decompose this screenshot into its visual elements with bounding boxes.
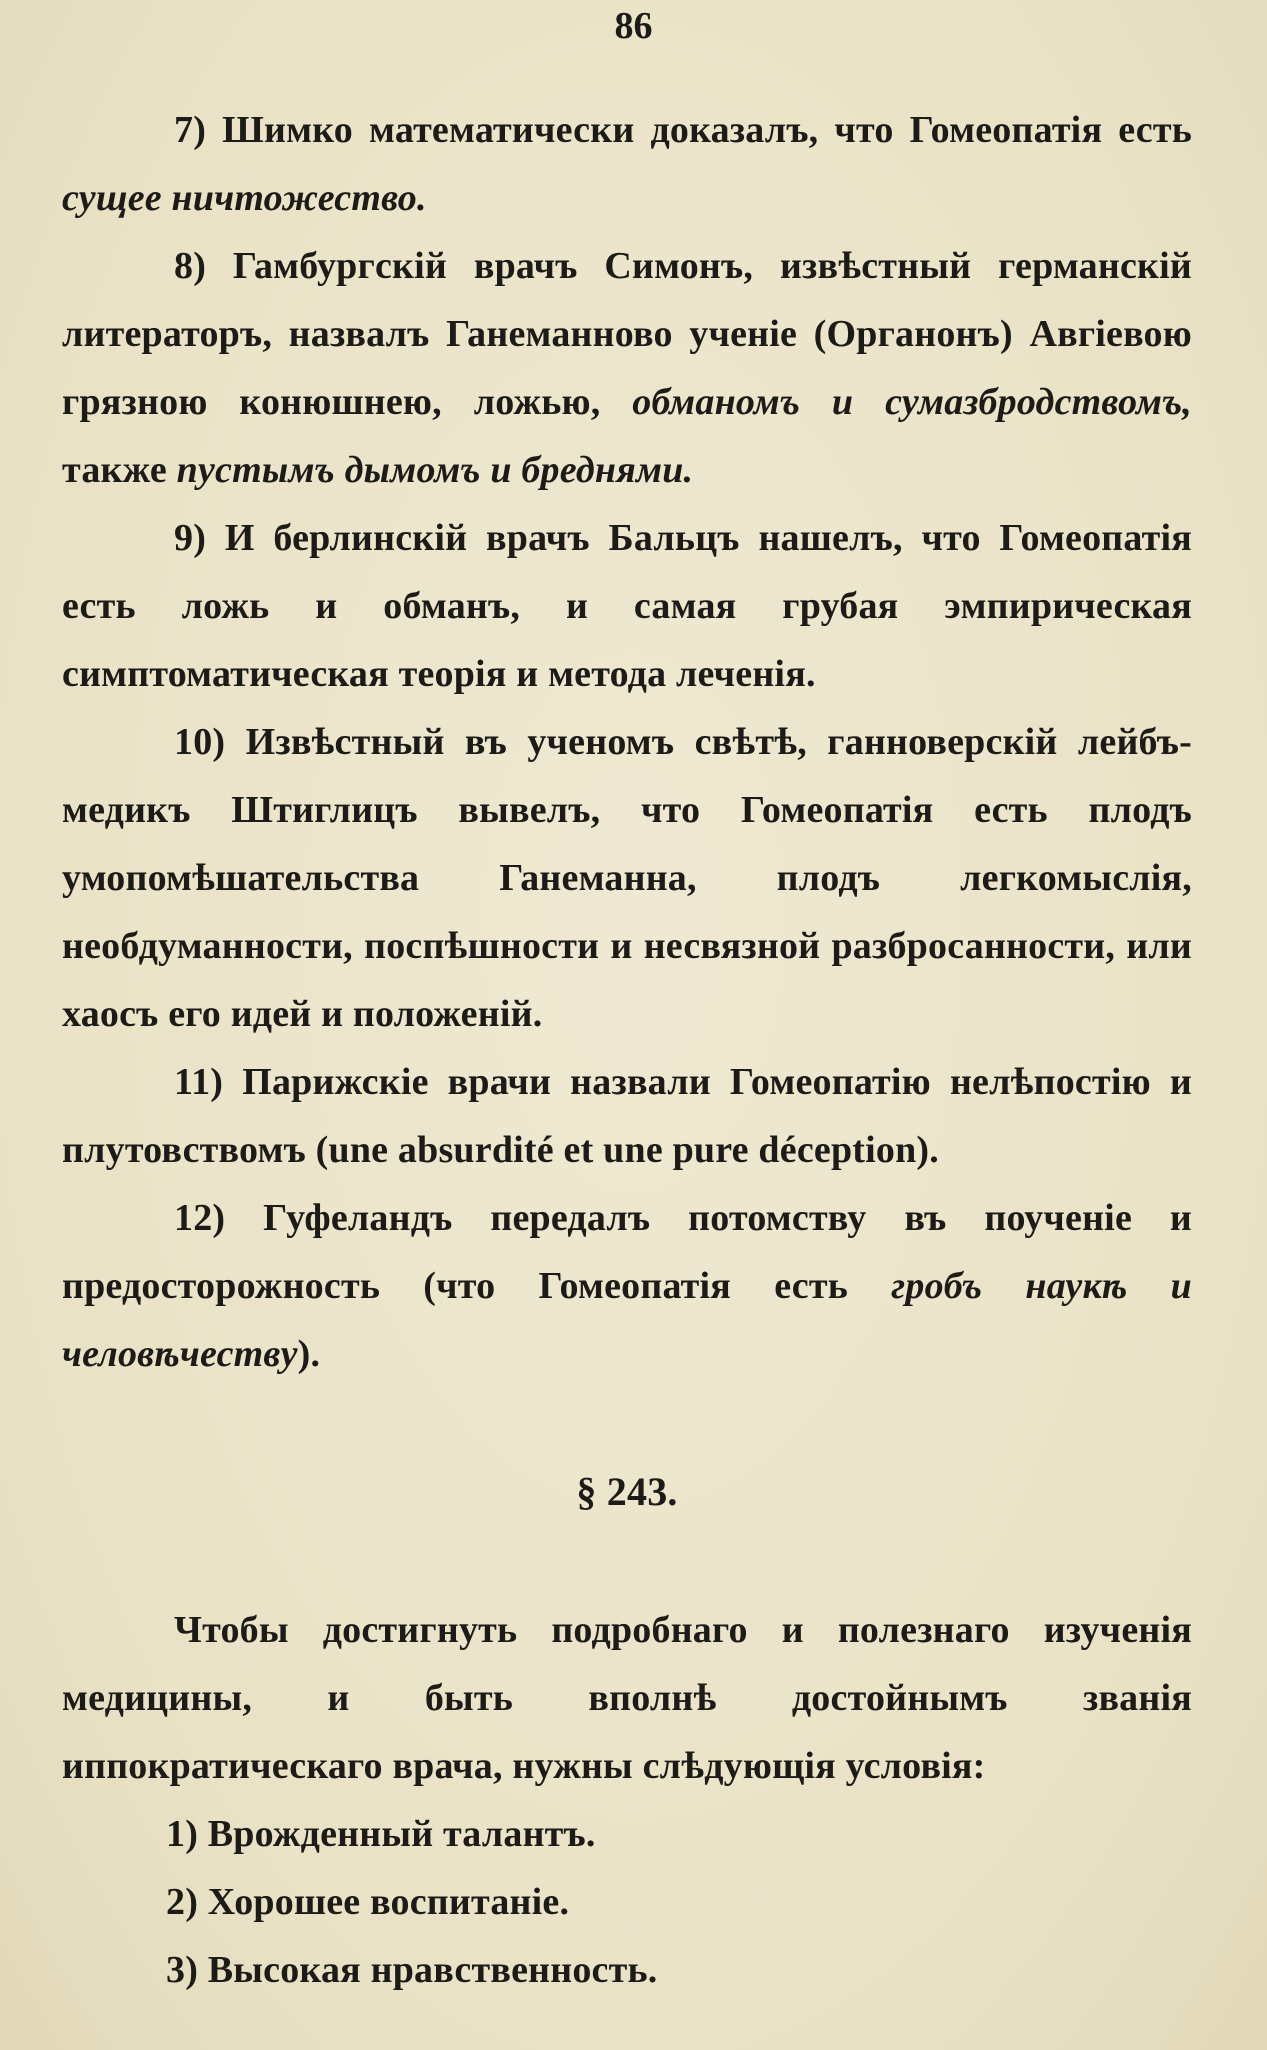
statement-paragraph (62, 1184, 1192, 1388)
emphasis-text: обманомъ и сумазбродствомъ, (632, 381, 1192, 423)
page-number: 86 (614, 5, 653, 47)
statement-text: ). (297, 1333, 321, 1375)
emphasis-text: пустымъ дымомъ и бреднями. (176, 449, 694, 491)
statement-paragraph (62, 96, 1192, 232)
condition-item: 3) Высокая нравственность. (166, 1949, 658, 1991)
condition-item: 1) Врожденный талантъ. (166, 1813, 596, 1855)
conditions-list (62, 1800, 1192, 2004)
statement-paragraph (62, 1048, 1192, 1184)
statement-text: 11) Парижскіе врачи назвали Гомеопатію нелѣпостію и плутовствомъ (une absurdité et une pure déception). (62, 1061, 1192, 1171)
statement-text: 12) Гуфеландъ передалъ потомству въ поученіе и предосторожность (что Гомеопатія есть (62, 1197, 1192, 1307)
section-heading: § 243. (576, 1469, 678, 1514)
emphasis-text: сущее ничтожество. (62, 177, 427, 219)
statement-paragraph (62, 504, 1192, 708)
statement-text: 7) Шимко математически доказалъ, что Гомеопатія есть (174, 109, 1192, 151)
section-intro: Чтобы достигнуть подробнаго и полезнаго изученія медицины, и быть вполнѣ достойнымъ званія иппократическаго врача, нужны слѣдующія условія: (62, 1609, 1192, 1787)
statement-text: 10) Извѣстный въ ученомъ свѣтѣ, ганноверскій лейбъ-медикъ Штиглицъ вывелъ, что Гомеопатія есть плодъ умопомѣшательства Ганеманна, плодъ легкомыслія, необдуманности, поспѣшности и несвязной разбросанности, или хаосъ его идей и положеній. (62, 721, 1192, 1035)
statement-paragraph (62, 232, 1192, 504)
page-body (62, 96, 1192, 2004)
emphasis-text: гробъ наукѣ и человѣчеству (62, 1265, 1192, 1375)
numbered-statements (62, 96, 1192, 1388)
statement-text: 9) И берлинскій врачъ Бальцъ нашелъ, что Гомеопатія есть ложь и обманъ, и самая грубая эмпирическая симптоматическая теорія и метода леченія. (62, 517, 1192, 695)
statement-text: также (62, 449, 177, 491)
condition-item: 2) Хорошее воспитаніе. (166, 1881, 570, 1923)
statement-text: 8) Гамбургскій врачъ Симонъ, извѣстный германскій литераторъ, назвалъ Ганеманново ученіе (Органонъ) Авгіевою грязною конюшнею, ложью, (62, 245, 1192, 423)
statement-paragraph (62, 708, 1192, 1048)
